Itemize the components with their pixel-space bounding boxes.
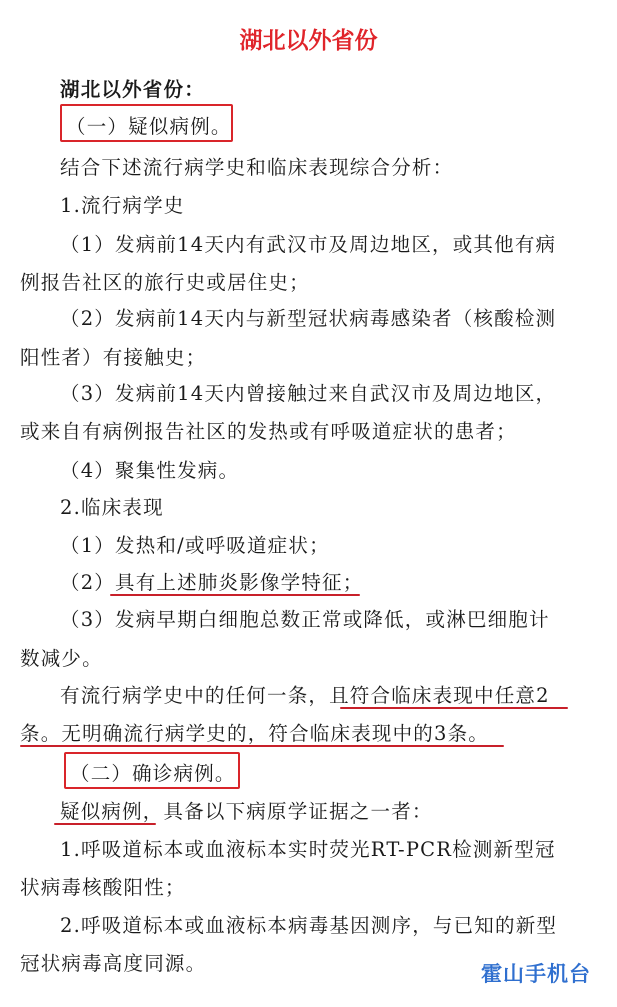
clinical-item-1: （1）发热和/或呼吸道症状； [60, 534, 330, 557]
epi-item-2-line-1: （2）发病前14天内与新型冠状病毒感染者（核酸检测 [60, 307, 557, 330]
clinical-item-2-text: 具有上述肺炎影像学特征； [115, 571, 364, 594]
confirmed-item-1-line-2: 状病毒核酸阳性； [20, 876, 186, 899]
epi-heading: 1.流行病学史 [60, 194, 185, 217]
clinical-item-3-line-1: （3）发病早期白细胞总数正常或降低，或淋巴细胞计 [60, 608, 550, 631]
criteria-line-2: 条。无明确流行病学史的，符合临床表现中的3条。 [20, 722, 490, 745]
epi-item-4: （4）聚集性发病。 [60, 459, 240, 482]
underline-confirmed-intro [54, 823, 156, 825]
confirmed-intro: 疑似病例，具备以下病原学证据之一者： [60, 800, 433, 823]
criteria-line-1: 有流行病学史中的任何一条，且符合临床表现中任意2 [60, 684, 550, 707]
watermark-logo: 霍山手机台 [481, 962, 591, 986]
suspected-heading: （一）疑似病例。 [66, 115, 232, 138]
clinical-item-2-prefix: （2） [60, 571, 116, 594]
epi-item-3-line-1: （3）发病前14天内曾接触过来自武汉市及周边地区， [60, 382, 557, 405]
underline-clinical-item-2 [110, 594, 360, 596]
confirmed-item-2-line-2: 冠状病毒高度同源。 [20, 952, 207, 975]
epi-item-3-line-2: 或来自有病例报告社区的发热或有呼吸道症状的患者； [20, 420, 517, 443]
confirmed-item-1-line-1: 1.呼吸道标本或血液标本实时荧光RT-PCR检测新型冠 [60, 838, 556, 861]
page-title: 湖北以外省份 [239, 28, 378, 54]
underline-criteria-line-1 [340, 707, 568, 709]
intro-text: 结合下述流行病学史和临床表现综合分析： [60, 156, 454, 179]
section-heading: 湖北以外省份： [60, 78, 205, 101]
epi-item-2-line-2: 阳性者）有接触史； [20, 346, 207, 369]
clinical-item-3-line-2: 数减少。 [20, 647, 103, 670]
clinical-item-2 [60, 567, 363, 595]
epi-item-1-line-1: （1）发病前14天内有武汉市及周边地区，或其他有病 [60, 233, 557, 256]
epi-item-1-line-2: 例报告社区的旅行史或居住史； [20, 271, 310, 294]
underline-criteria-line-2 [20, 745, 504, 747]
confirmed-item-2-line-1: 2.呼吸道标本或血液标本病毒基因测序，与已知的新型 [60, 914, 558, 937]
clinical-heading: 2.临床表现 [60, 496, 164, 519]
confirmed-heading: （二）确诊病例。 [70, 762, 236, 785]
